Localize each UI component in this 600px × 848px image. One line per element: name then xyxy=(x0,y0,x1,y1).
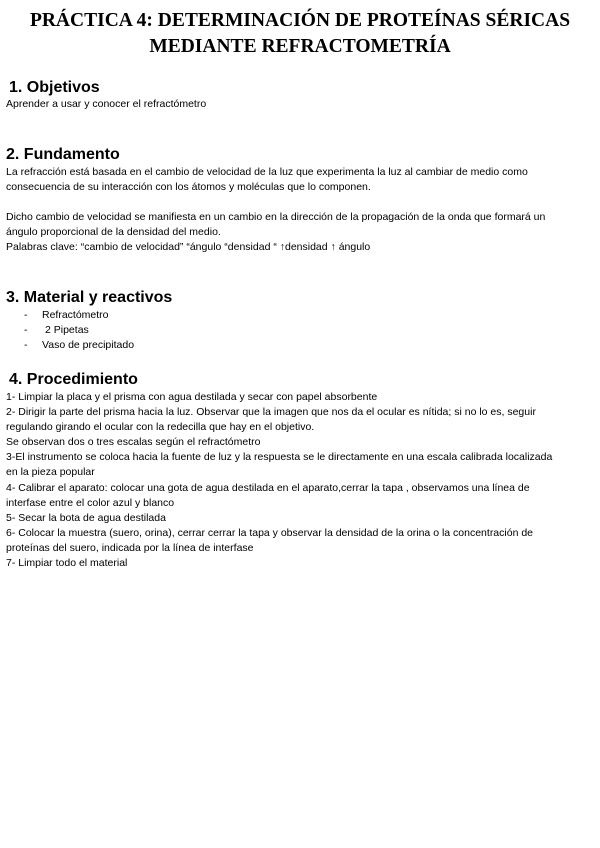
material-item-vaso: Vaso de precipitado xyxy=(42,339,135,351)
fundamento-keywords: Palabras clave: “cambio de velocidad” “ángulo “densidad “ ↑densidad ↑ ángulo xyxy=(6,241,371,253)
procedimiento-line: 4- Calibrar el aparato: colocar una gota de agua destilada en el aparato,cerrar la tapa , observamos una línea de xyxy=(6,482,530,494)
procedimiento-line: interfase entre el color azul y blanco xyxy=(6,497,175,509)
heading-objetivos: 1. Objetivos xyxy=(9,79,100,96)
material-item-refractometro: Refractómetro xyxy=(42,309,109,321)
procedimiento-line: 2- Dirigir la parte del prisma hacia la luz. Observar que la imagen que nos da el ocular es nítida; si no lo es, seguir xyxy=(6,406,536,418)
procedimiento-line: Se observan dos o tres escalas según el refractómetro xyxy=(6,436,261,448)
heading-procedimiento: 4. Procedimiento xyxy=(9,371,138,388)
procedimiento-line: 1- Limpiar la placa y el prisma con agua destilada y secar con papel absorbente xyxy=(6,391,378,403)
procedimiento-line: 7- Limpiar todo el material xyxy=(6,557,128,569)
procedimiento-line: regulando girando el ocular con la redecilla que hay en el objetivo. xyxy=(6,421,315,433)
objetivos-text: Aprender a usar y conocer el refractómetro xyxy=(6,98,207,110)
procedimiento-line: en la pieza popular xyxy=(6,466,95,478)
title-line-1: PRÁCTICA 4: DETERMINACIÓN DE PROTEÍNAS SÉRICAS xyxy=(29,10,571,31)
heading-material: 3. Material y reactivos xyxy=(6,289,173,306)
procedimiento-line: 6- Colocar la muestra (suero, orina), cerrar cerrar la tapa y observar la densidad de la orina o la concentración de xyxy=(6,527,534,539)
title-line-2: MEDIANTE REFRACTOMETRÍA xyxy=(149,36,451,57)
fundamento-p1-line1: La refracción está basada en el cambio de velocidad de la luz que experimenta la luz al cambiar de medio como xyxy=(6,166,528,178)
page-title xyxy=(0,8,600,60)
list-bullet: - xyxy=(24,309,28,321)
procedimiento-line: 3-El instrumento se coloca hacia la fuente de luz y la respuesta se le directamente en una escala calibrada localizada xyxy=(6,451,553,463)
list-bullet: - xyxy=(24,324,28,336)
procedimiento-line: proteínas del suero, indicada por la línea de interfase xyxy=(6,542,254,554)
heading-fundamento: 2. Fundamento xyxy=(6,146,120,163)
list-bullet: - xyxy=(24,339,28,351)
material-item-pipetas: 2 Pipetas xyxy=(45,324,89,336)
procedimiento-line: 5- Secar la bota de agua destilada xyxy=(6,512,166,524)
fundamento-p2-line1: Dicho cambio de velocidad se manifiesta en un cambio en la dirección de la propagación de la onda que formará un xyxy=(6,211,546,223)
fundamento-p2-line2: ángulo proporcional de la densidad del medio. xyxy=(6,226,221,238)
fundamento-p1-line2: consecuencia de su interacción con los átomos y moléculas que lo componen. xyxy=(6,181,371,193)
